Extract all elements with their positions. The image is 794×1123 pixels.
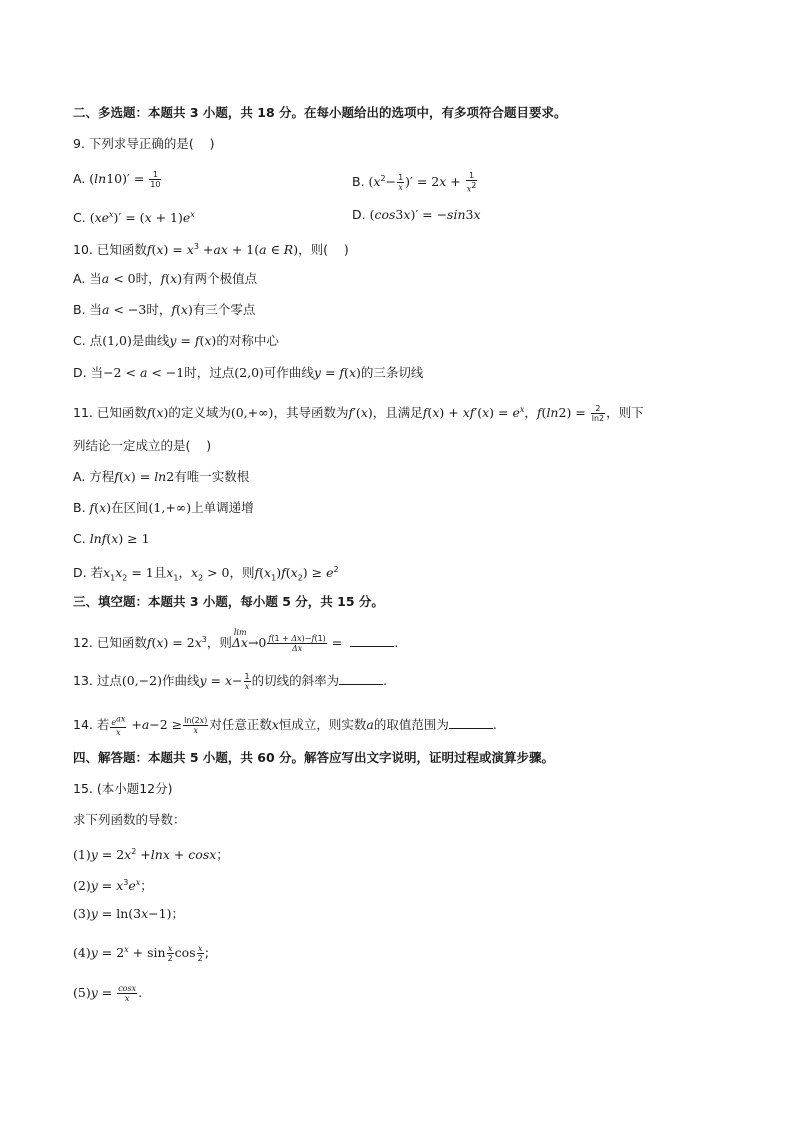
q15-item-3: (3)y = ln(3x−1)； — [73, 906, 184, 921]
section-2-title — [73, 104, 567, 122]
q11-option-d: D. 若$x_1x_2 = 1$且$x_1$，$x_2 > 0$，则$f(x_1)f(x_2) \ge e^2$ — [73, 565, 339, 583]
q13: 13. 过点(0,−2)作曲线y = x− $\frac{1}{x}$ 的切线的斜率为 . — [73, 672, 388, 691]
q12-answer-blank[interactable] — [350, 634, 394, 647]
section-4-title — [73, 749, 554, 767]
q9-stem: 9. 下列求导正确的是( ) — [73, 136, 215, 151]
q9-option-c: C. $(xe^x)' = (x + 1)e^x$ — [73, 210, 195, 226]
q15-item-1: $(1)y = 2x^2 +\ln x + \cos x$； — [73, 847, 229, 863]
q10-stem: 10. 已知函数$f(x) = x^3 +ax + 1(a$ ∈ R)，则( ) — [73, 242, 349, 258]
q10-option-c: C. 点(1,0)是曲线y = f(x)的对称中心 — [73, 333, 279, 348]
q15-intro — [73, 811, 186, 829]
q10-option-a: A. 当a < 0时，f(x)有两个极值点 — [73, 271, 258, 286]
q15-intro-text: 求下列函数的导数： — [73, 812, 186, 827]
section-4-text: 四、解答题：本题共 5 小题，共 60 分。解答应写出文字说明，证明过程或演算步骤。 — [73, 750, 555, 765]
q14: 14. 若 $\frac{e^{ax}}{x}$ +a−2 ≥ $\frac{\ln(2x)}{x}$ 对任意正数x恒成立，则实数a的取值范围为 . — [73, 714, 497, 737]
q9-option-d: D. (cos3x)′ = −sin3x — [352, 207, 481, 222]
q11-stem: 11. 已知函数f(x)的定义域为(0,+∞)，其导函数为f′(x)，且满足$f(x) + xf'(x) = e^x$，f(ln2) = $\frac{2}{\ln 2}$ ，则下 — [73, 404, 644, 424]
q10-option-b: B. 当a < −3时，f(x)有三个零点 — [73, 302, 256, 317]
section-2-text: 二、多选题：本题共 3 小题，共 18 分。在每小题给出的选项中，有多项符合题目要求。 — [73, 105, 567, 120]
q15-item-4: $(4)y = 2^x + \sin$ $\frac{x}{2}$ cos $\frac{x}{2}$ ; — [73, 944, 209, 964]
q15-item-5: (5)y = $\frac{\cos x}{x}$ . — [73, 984, 143, 1003]
q13-answer-blank[interactable] — [339, 672, 383, 685]
q11-option-c: C. lnf(x) ≥ 1 — [73, 531, 150, 546]
q15-stem — [73, 780, 173, 798]
q15-stem-text: 15. (本小题12分) — [73, 781, 173, 796]
q11-option-a: A. 方程f(x) = ln2有唯一实数根 — [73, 469, 250, 484]
q9-option-b: B. ($x^2-$ $\frac{1}{x}$ )′ = 2x + $\frac{1}{x^2}$ — [352, 171, 477, 194]
q14-answer-blank[interactable] — [449, 716, 493, 729]
q11-stem-cont: 列结论一定成立的是( ) — [73, 438, 212, 453]
q15-item-2: $(2)y = x^3e^x$； — [73, 878, 153, 894]
section-3-title — [73, 593, 384, 611]
q9-option-a: A. (ln10)′ = $\frac{1}{10}$ — [73, 170, 161, 189]
q12: 12. 已知函数$f(x) = 2x^3$，则 lim Δx→0 $\frac{f(1 + \Delta x)-f(1)}{\Delta x}$ = . — [73, 628, 399, 654]
section-3-text: 三、填空题：本题共 3 小题，每小题 5 分，共 15 分。 — [73, 594, 384, 609]
q10-option-d: D. 当−2 < a < −1时，过点(2,0)可作曲线y = f(x)的三条切线 — [73, 365, 424, 380]
q11-option-b: B. f(x)在区间(1,+∞)上单调递增 — [73, 500, 254, 515]
